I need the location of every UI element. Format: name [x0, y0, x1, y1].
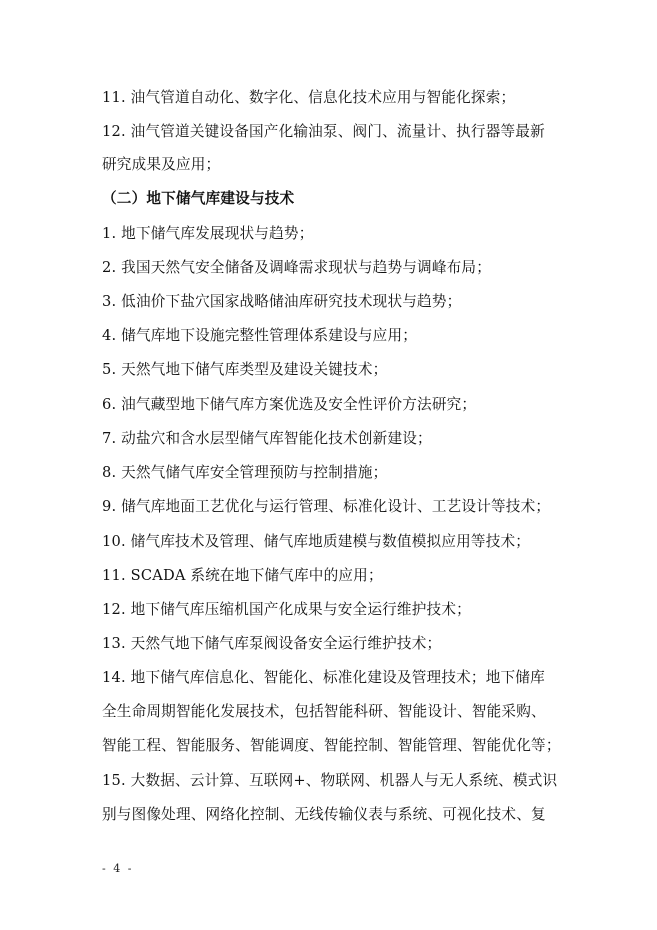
- text-line: 7. 动盐穴和含水层型储气库智能化技术创新建设；: [102, 430, 432, 447]
- text-line: 12. 地下储气库压缩机国产化成果与安全运行维护技术；: [102, 601, 471, 618]
- text-line: 10. 储气库技术及管理、储气库地质建模与数值模拟应用等技术；: [102, 533, 531, 550]
- text-line: 11. 油气管道自动化、数字化、信息化技术应用与智能化探索；: [102, 89, 516, 106]
- text-line: 6. 油气藏型地下储气库方案优选及安全性评价方法研究；: [102, 396, 477, 413]
- text-line: 别与图像处理、网络化控制、无线传输仪表与系统、可视化技术、复: [102, 806, 546, 823]
- text-line: 11. SCADA 系统在地下储气库中的应用；: [102, 567, 383, 584]
- text-line: 5. 天然气地下储气库类型及建设关键技术；: [102, 361, 388, 378]
- text-line: 2. 我国天然气安全储备及调峰需求现状与趋势与调峰布局；: [102, 259, 492, 276]
- page-number: - 4 -: [102, 862, 134, 875]
- text-line: 9. 储气库地面工艺优化与运行管理、标准化设计、工艺设计等技术；: [102, 498, 551, 515]
- text-line: 1. 地下储气库发展现状与趋势；: [102, 225, 314, 242]
- text-line: 14. 地下储气库信息化、智能化、标准化建设及管理技术；地下储库: [102, 669, 545, 686]
- text-line: 3. 低油价下盐穴国家战略储油库研究技术现状与趋势；: [102, 293, 462, 310]
- text-line: 8. 天然气储气库安全管理预防与控制措施；: [102, 464, 388, 481]
- text-line: 15. 大数据、云计算、互联网+、物联网、机器人与无人系统、模式识: [102, 772, 558, 789]
- text-line: 4. 储气库地下设施完整性管理体系建设与应用；: [102, 327, 418, 344]
- text-line: 12. 油气管道关键设备国产化输油泵、阀门、流量计、执行器等最新: [102, 123, 545, 140]
- text-line: 智能工程、智能服务、智能调度、智能控制、智能管理、智能优化等；: [102, 737, 561, 754]
- text-line: 13. 天然气地下储气库泵阀设备安全运行维护技术；: [102, 635, 442, 652]
- text-line: 研究成果及应用；: [102, 156, 221, 173]
- text-line: 全生命周期智能化发展技术，包括智能科研、智能设计、智能采购、: [102, 703, 546, 720]
- section-heading: （二）地下储气库建设与技术: [102, 190, 295, 207]
